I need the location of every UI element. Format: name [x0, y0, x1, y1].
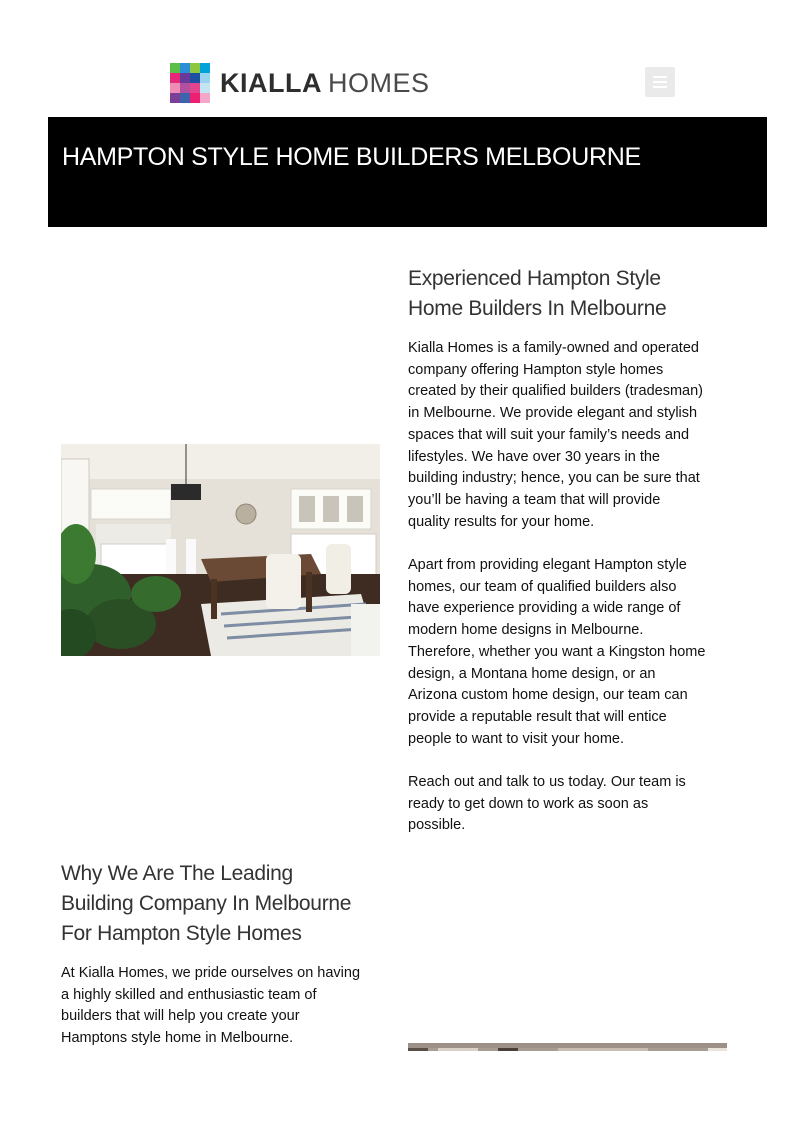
section1-heading: Experienced Hampton Style Home Builders In Melbourne	[408, 267, 667, 320]
logo-mark-icon	[170, 63, 210, 103]
logo-mark-square-16	[200, 93, 210, 103]
section1-body	[408, 338, 706, 859]
hamburger-icon-bar-3	[653, 86, 667, 88]
logo-mark-square-9	[170, 83, 180, 93]
hamburger-icon-bar-2	[653, 81, 667, 83]
logo-mark-square-4	[200, 63, 210, 73]
section1-paragraph-1: Kialla Homes is a family-owned and operated company offering Hampton style homes created by their qualified builders (tradesman) in Melbourne. We provide elegant and stylish spaces that will suit your family’s needs and lifestyles. We have over 30 years in the building industry; hence, you can be sure that you’ll be having a team that will provide quality results for your home.	[408, 340, 703, 530]
logo-name-bold: KIALLA	[220, 67, 322, 98]
section1-paragraph-3: Reach out and talk to us today. Our team is ready to get down to work as soon as possible.	[408, 774, 686, 834]
logo-mark-square-2	[180, 63, 190, 73]
logo-wordmark	[220, 68, 430, 99]
kialla-homes-logo[interactable]	[170, 61, 430, 105]
kitchen-dining-photo	[61, 444, 380, 656]
menu-toggle-button[interactable]	[645, 67, 675, 97]
logo-name-light: HOMES	[327, 67, 430, 98]
section2-paragraph: At Kialla Homes, we pride ourselves on having a highly skilled and enthusiastic team of builders that will help you create your Hamptons style home in Melbourne.	[61, 965, 361, 1047]
logo-mark-square-14	[180, 93, 190, 103]
page-title: HAMPTON STYLE HOME BUILDERS MELBOURNE	[62, 143, 641, 171]
logo-mark-square-8	[200, 73, 210, 83]
section1-paragraph-2: Apart from providing elegant Hampton style homes, our team of qualified builders also have experience providing a wide range of modern home designs in Melbourne. Therefore, whether you want a Kingston home design, a Montana home design, or an Arizona custom home design, our team can provide a reputable result that will entice people to want to visit your home.	[408, 557, 706, 747]
logo-mark-square-10	[180, 83, 190, 93]
site-header	[0, 0, 793, 117]
logo-mark-square-6	[180, 73, 190, 83]
logo-mark-square-15	[190, 93, 200, 103]
logo-mark-square-13	[170, 93, 180, 103]
hamburger-icon-bar-1	[653, 76, 667, 78]
hampton-interior-photo	[408, 1043, 727, 1051]
logo-mark-square-3	[190, 63, 200, 73]
page-title-banner	[48, 117, 767, 227]
logo-mark-square-11	[190, 83, 200, 93]
section2-heading: Why We Are The Leading Building Company In Melbourne For Hampton Style Homes	[61, 862, 352, 945]
logo-mark-square-1	[170, 63, 180, 73]
logo-mark-square-5	[170, 73, 180, 83]
logo-mark-square-7	[190, 73, 200, 83]
logo-mark-square-12	[200, 83, 210, 93]
